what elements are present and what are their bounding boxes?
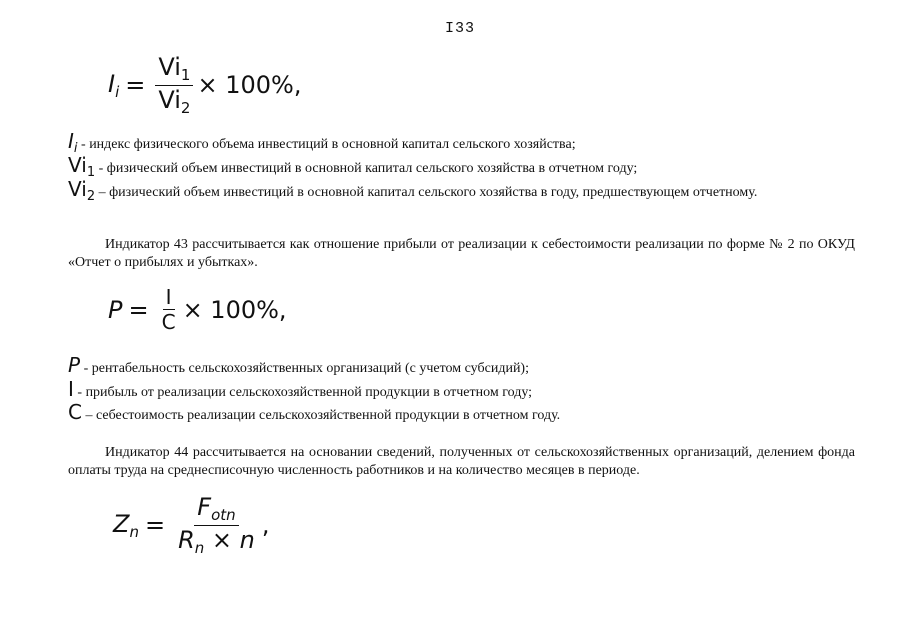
- formula-numerator: $Vi_1$: [155, 54, 193, 86]
- formula-equals: =: [144, 511, 166, 539]
- definition-text: – физический объем инвестиций в основной капитал сельского хозяйства в году, предшествующем отчетному.: [95, 185, 758, 200]
- definition-symbol: $Vi_2$: [68, 177, 96, 204]
- definition-text: - рентабельность сельскохозяйственных организаций (с учетом субсидий);: [80, 361, 529, 376]
- formula-tail: ,: [261, 511, 270, 539]
- paragraph-indicator-43: Индикатор 43 рассчитывается как отношение прибыли от реализации к себестоимости реализации по форме № 2 по ОКУД «Отчет о прибылях и убытках».: [68, 237, 855, 270]
- formula-denominator: $Vi_2$: [158, 85, 191, 117]
- formula-fraction: [159, 286, 179, 333]
- definition-symbol: C: [68, 400, 82, 424]
- formula-investment-index: [108, 54, 301, 116]
- formula-denominator: C: [161, 310, 176, 334]
- definition-item: [68, 129, 855, 158]
- formula-profitability: [108, 286, 287, 333]
- definition-text: - прибыль от реализации сельскохозяйственной продукции в отчетном году;: [73, 385, 533, 400]
- definition-item: [68, 377, 855, 402]
- definition-symbol: $I_i$: [68, 129, 78, 156]
- definition-symbol: $Vi_1$: [68, 153, 96, 180]
- definition-item: [68, 153, 855, 182]
- definition-text: - физический объем инвестиций в основной капитал сельского хозяйства в отчетном году;: [95, 161, 638, 176]
- page-number: I33: [445, 20, 476, 37]
- formula-fraction: [175, 494, 258, 556]
- definition-symbol: I: [68, 377, 74, 401]
- definition-text: - индекс физического объема инвестиций в основной капитал сельского хозяйства;: [77, 137, 576, 152]
- formula-denominator: $R_n \times n$: [178, 525, 255, 557]
- formula-lhs: P: [108, 295, 123, 324]
- formula-equals: =: [128, 295, 149, 324]
- formula-equals: =: [125, 71, 146, 99]
- formula-fraction: [155, 54, 193, 116]
- definition-symbol: P: [68, 353, 81, 377]
- formula-lhs: $Z_n$: [113, 509, 139, 541]
- formula-numerator: $F_{otn}$: [194, 494, 238, 526]
- formula-lhs: $I_i$: [108, 69, 120, 101]
- definition-text: – себестоимость реализации сельскохозяйственной продукции в отчетном году.: [81, 408, 561, 423]
- paragraph-indicator-44: Индикатор 44 рассчитывается на основании сведений, полученных от сельскохозяйственных организаций, делением фонда оплаты труда на среднесписочную численность работников и на количество месяцев в периоде.: [68, 445, 855, 478]
- formula-average-wage: [113, 494, 270, 556]
- definition-item: [68, 400, 855, 425]
- formula-tail: × 100%,: [197, 71, 302, 99]
- definition-item: [68, 177, 855, 206]
- formula-numerator: I: [163, 286, 175, 310]
- definition-item: [68, 353, 855, 378]
- formula-tail: × 100%,: [182, 295, 287, 324]
